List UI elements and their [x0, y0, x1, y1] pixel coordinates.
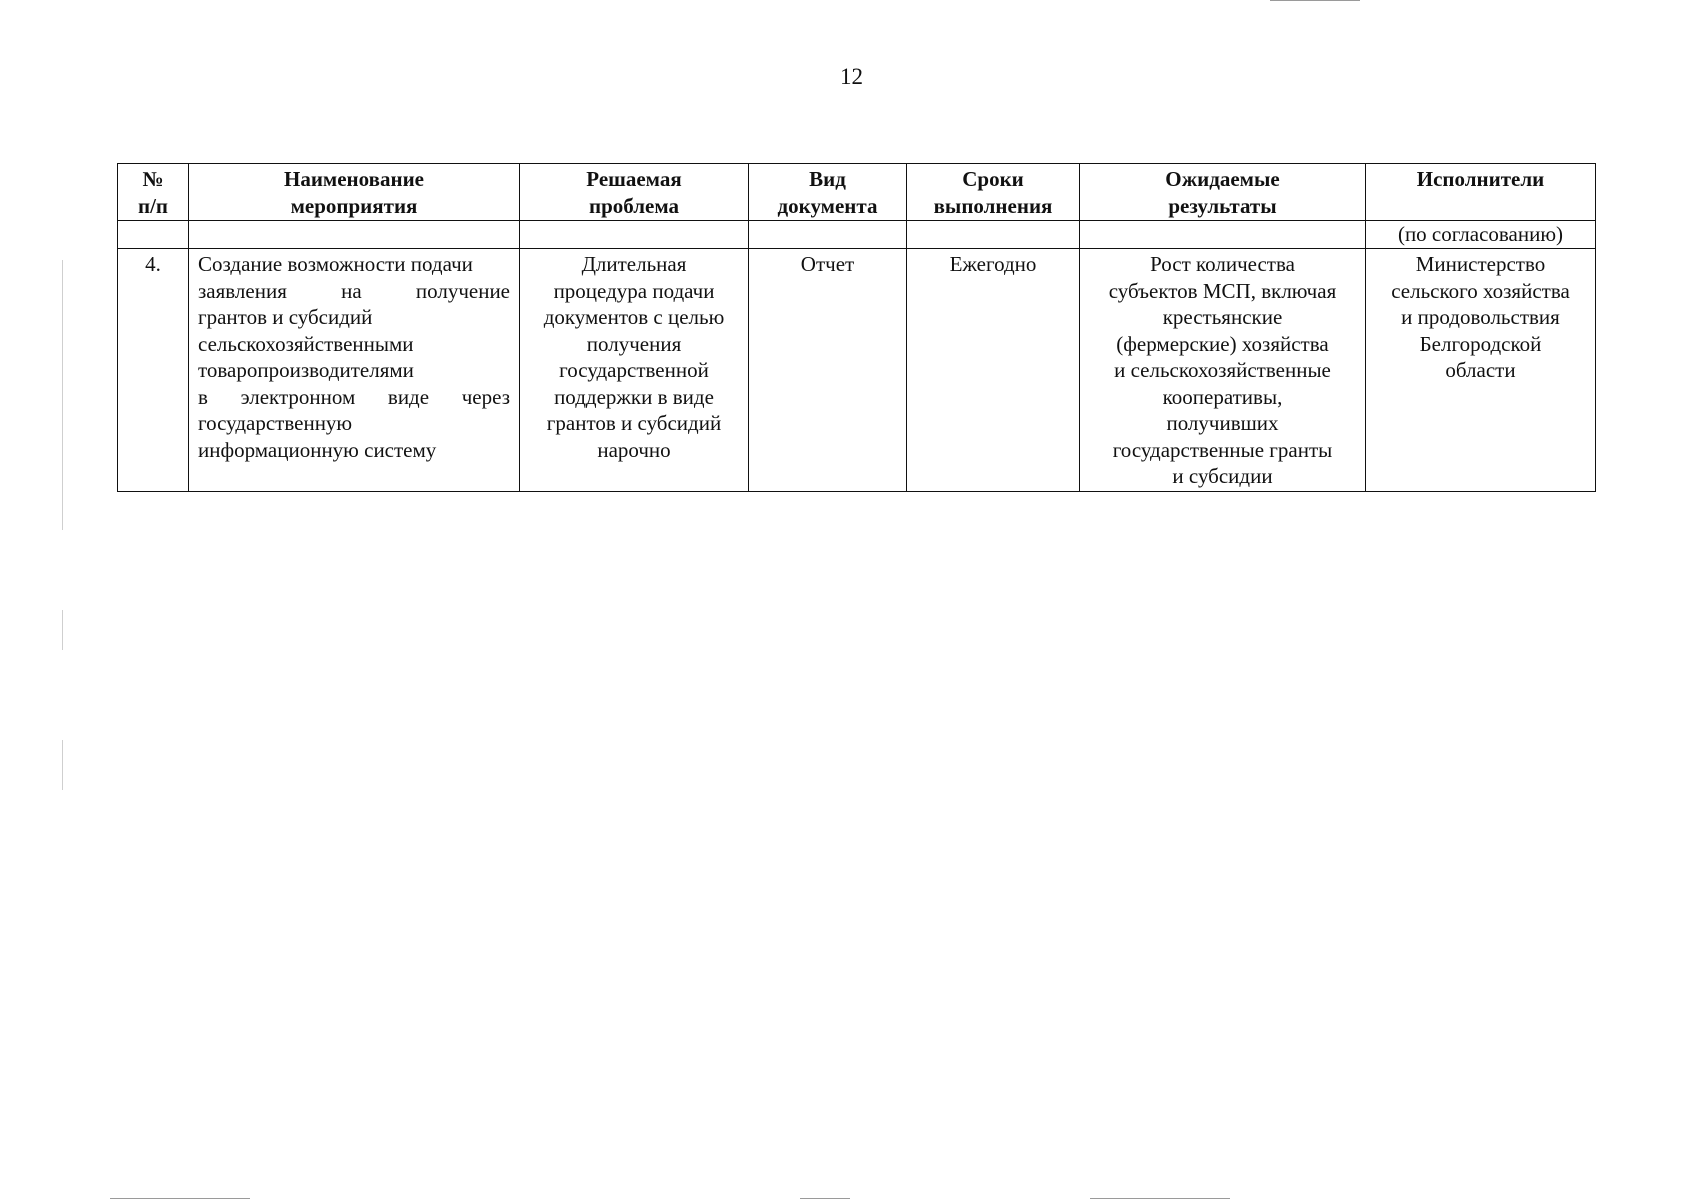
scan-artifact [800, 1198, 850, 1199]
row-results-line: и сельскохозяйственные [1114, 358, 1331, 382]
table-header-row [118, 164, 1596, 221]
row-name-line: заявления на получение [198, 278, 510, 303]
scan-artifact [62, 740, 63, 790]
row-deadline: Ежегодно [907, 249, 1080, 492]
subheader-cell [520, 221, 749, 249]
header-executors-line: Исполнители [1416, 167, 1545, 191]
row-results-line: Рост количества [1150, 252, 1295, 276]
row-problem-line: государственной [559, 358, 709, 382]
row-problem-line: процедура подачи [553, 278, 715, 303]
row-results-line: и субсидии [1172, 464, 1273, 488]
action-plan-table [117, 163, 1596, 492]
header-num-line: № [142, 167, 164, 191]
subheader-cell [907, 221, 1080, 249]
row-results-line: получивших [1166, 411, 1279, 435]
row-problem-line: нарочно [597, 437, 671, 462]
header-problem [520, 164, 749, 221]
header-name-line: мероприятия [290, 193, 418, 218]
subheader-cell [749, 221, 907, 249]
row-problem-line: грантов и субсидий [546, 411, 722, 435]
row-results-line: крестьянские [1162, 305, 1283, 329]
row-name-line: Создание возможности подачи [198, 252, 473, 276]
header-name-line: Наименование [284, 167, 424, 191]
row-results [1080, 249, 1366, 492]
row-name-line: грантов и субсидий [198, 305, 373, 329]
row-doc-type: Отчет [749, 249, 907, 492]
row-problem [520, 249, 749, 492]
table-subheader-row [118, 221, 1596, 249]
header-deadline-line: Сроки [962, 167, 1024, 191]
row-problem-line: Длительная [581, 252, 687, 276]
header-doc-type-line: документа [777, 193, 878, 218]
executors-note: (по согласованию) [1366, 221, 1596, 249]
row-name-line: в электронном виде через [198, 384, 510, 409]
row-results-line: субъектов МСП, включая [1108, 278, 1337, 303]
header-deadline [907, 164, 1080, 221]
row-results-line: кооперативы, [1162, 384, 1283, 409]
header-problem-line: проблема [588, 193, 680, 218]
header-results [1080, 164, 1366, 221]
row-results-line: государственные гранты [1112, 437, 1333, 462]
header-results-line: результаты [1168, 193, 1277, 218]
header-num-line: п/п [137, 193, 169, 218]
scan-artifact [62, 260, 63, 530]
header-name [189, 164, 520, 221]
row-executors-line: Министерство [1415, 252, 1546, 276]
row-num: 4. [118, 249, 189, 492]
header-doc-type [749, 164, 907, 221]
scan-artifact [1090, 1198, 1230, 1199]
header-executors [1366, 164, 1596, 221]
subheader-cell [118, 221, 189, 249]
subheader-cell [1080, 221, 1366, 249]
scan-artifact [1270, 0, 1360, 1]
row-executors [1366, 249, 1596, 492]
header-problem-line: Решаемая [586, 167, 682, 191]
row-executors-line: Белгородской [1419, 331, 1542, 356]
row-problem-line: получения [586, 331, 682, 356]
row-problem-line: документов с целью [543, 305, 725, 329]
row-executors-line: сельского хозяйства [1391, 278, 1570, 303]
header-num [118, 164, 189, 221]
header-doc-type-line: Вид [809, 167, 846, 191]
row-name-line: государственную [198, 411, 353, 435]
row-name [189, 249, 520, 492]
scan-artifact [62, 610, 63, 650]
scan-artifact [110, 1198, 250, 1199]
row-name-line: товаропроизводителями [198, 358, 414, 382]
subheader-cell [189, 221, 520, 249]
table-row [118, 249, 1596, 492]
row-executors-line: и продовольствия [1401, 305, 1560, 329]
row-name-line: сельскохозяйственными [198, 331, 414, 356]
row-problem-line: поддержки в виде [554, 384, 714, 409]
row-executors-line: области [1445, 358, 1516, 382]
page-number: 12 [840, 64, 863, 89]
row-name-line: информационную систему [198, 437, 437, 462]
row-results-line: (фермерские) хозяйства [1116, 331, 1329, 356]
header-results-line: Ожидаемые [1165, 167, 1280, 191]
header-deadline-line: выполнения [933, 193, 1053, 218]
